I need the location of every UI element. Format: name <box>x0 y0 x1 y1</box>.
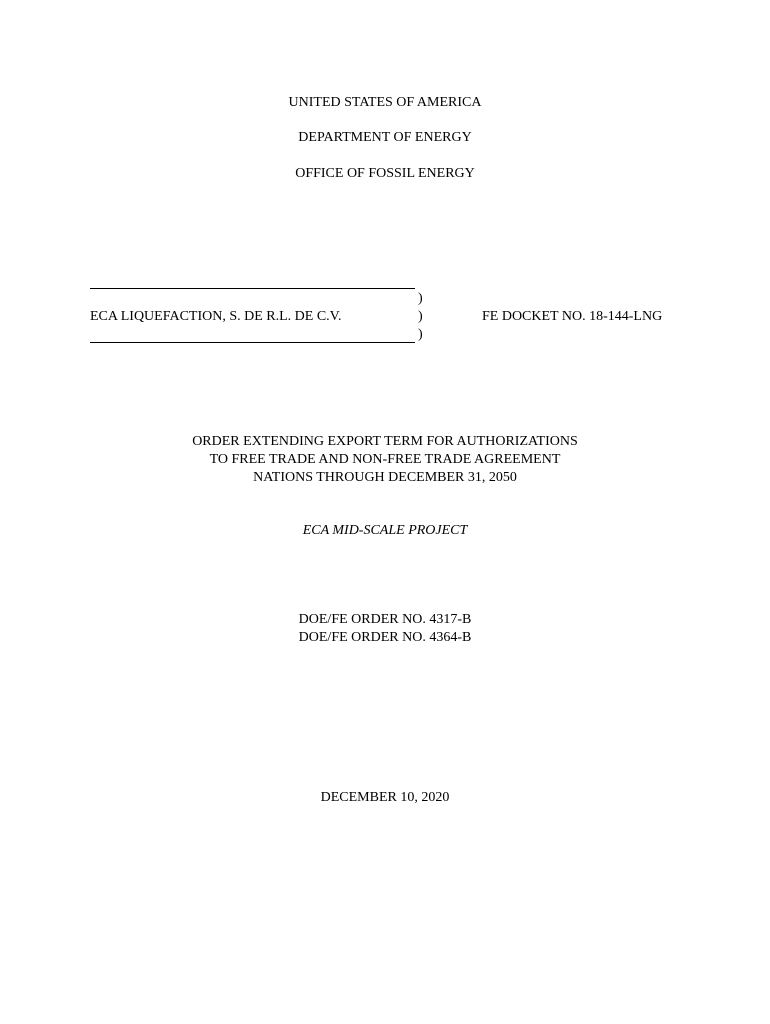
order-title-line-2: TO FREE TRADE AND NON-FREE TRADE AGREEMENT <box>209 452 561 467</box>
project-name: ECA MID-SCALE PROJECT <box>302 523 468 538</box>
caption-paren-1: ) <box>418 291 423 306</box>
header-country: UNITED STATES OF AMERICA <box>288 95 482 110</box>
issue-date: DECEMBER 10, 2020 <box>320 790 450 805</box>
order-title-line-1: ORDER EXTENDING EXPORT TERM FOR AUTHORIZATIONS <box>192 434 578 449</box>
order-number-2: DOE/FE ORDER NO. 4364-B <box>298 630 472 645</box>
header-department: DEPARTMENT OF ENERGY <box>298 130 472 145</box>
caption-bottom-rule <box>90 342 415 343</box>
order-title <box>0 433 770 487</box>
caption-paren-2: ) <box>418 309 423 324</box>
caption-paren-3: ) <box>418 327 423 342</box>
case-caption <box>90 284 710 348</box>
caption-top-rule <box>90 288 415 289</box>
header-office: OFFICE OF FOSSIL ENERGY <box>295 166 475 181</box>
order-title-line-3: NATIONS THROUGH DECEMBER 31, 2050 <box>253 470 517 485</box>
order-number-1: DOE/FE ORDER NO. 4317-B <box>298 612 472 627</box>
order-numbers <box>0 611 770 647</box>
party-name: ECA LIQUEFACTION, S. DE R.L. DE C.V. <box>90 309 342 324</box>
docket-number: FE DOCKET NO. 18-144-LNG <box>482 309 663 324</box>
